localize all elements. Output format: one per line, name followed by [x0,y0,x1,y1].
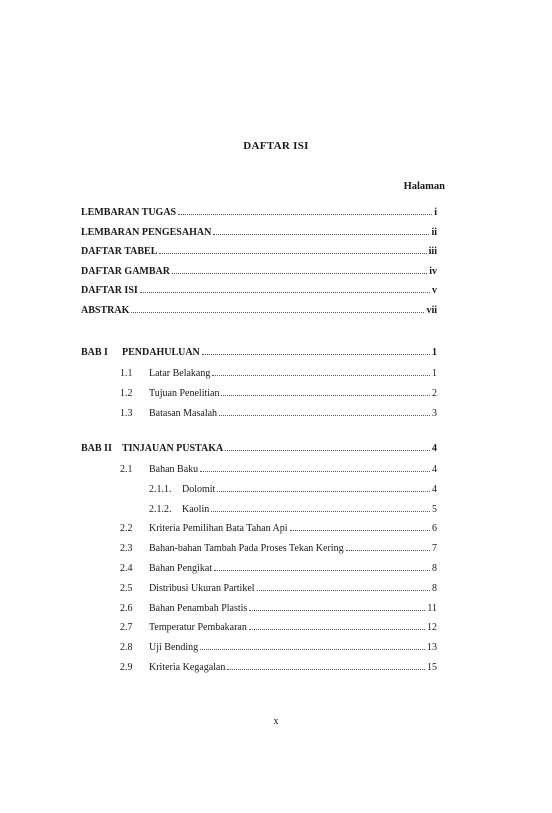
toc-section-entry [120,561,437,575]
dot-leader [212,366,430,376]
toc-entry-number: 1.1 [120,368,133,379]
dot-leader [221,386,430,396]
toc-entry-page: 4 [432,443,437,454]
toc-section-entry [120,462,437,476]
toc-entry-page: iv [429,265,437,277]
toc-entry-title: Kaolin [182,503,210,515]
toc-entry-title: LEMBARAN PENGESAHAN [81,226,212,238]
toc-entry-number: 2.3 [120,543,133,555]
toc-entry-page: 7 [432,543,437,555]
toc-section-entry [120,366,437,380]
toc-entry-number: 2.1.2. [149,503,172,515]
toc-entry-number: 2.6 [120,602,133,614]
toc-entry-page: 15 [427,662,437,673]
toc-front-matter-entry [81,225,437,239]
toc-section-entry [120,406,437,420]
dot-leader [217,482,430,492]
toc-front-matter-entry [81,205,437,219]
toc-entry-number: 2.8 [120,642,133,654]
toc-section-entry [120,660,437,674]
toc-entry-title: Distribusi Ukuran Partikel [149,582,255,594]
toc-entry-page: 12 [427,622,437,634]
toc-entry-page: 13 [427,642,437,654]
dot-leader [249,620,425,630]
dot-leader [172,264,427,274]
dot-leader [140,283,430,293]
toc-section-entry [120,601,437,615]
toc-front-matter-entry [81,264,437,278]
dot-leader [290,521,430,531]
toc-entry-title: Kriteria Pemilihan Bata Tahan Api [149,523,288,535]
toc-subsection-entry [149,482,437,496]
toc-entry-page: 6 [432,523,437,535]
toc-entry-page: iii [428,246,437,258]
toc-section-entry [120,386,437,400]
footer-page-number: x [273,716,279,727]
toc-entry-number: 2.2 [120,523,133,535]
toc-entry-number: 2.1.1. [149,483,172,495]
toc-entry-title: Dolomit [182,483,216,495]
toc-entry-title: TINJAUAN PUSTAKA [122,443,224,454]
toc-entry-title: Uji Bending [149,642,199,654]
toc-entry-title: Bahan Baku [149,464,199,475]
toc-entry-title: Bahan Pengikat [149,563,213,574]
toc-entry-title: Temperatur Pembakaran [149,622,247,634]
toc-entry-page: 5 [432,503,437,515]
toc-section-entry [120,620,437,634]
toc-entry-page: vii [426,305,437,316]
dot-leader [178,205,432,215]
page-column-label: Halaman [403,181,445,192]
dot-leader [249,601,425,611]
toc-entry-number: 2.9 [120,662,133,673]
dot-leader [202,345,430,355]
dot-leader [200,640,425,650]
page-title: DAFTAR ISI [243,140,309,152]
toc-entry-title: LEMBARAN TUGAS [81,207,177,218]
toc-entry-number: 2.4 [120,563,133,574]
toc-entry-title: Tujuan Penelitian [149,387,220,399]
toc-entry-title: Latar Belakang [149,368,211,379]
toc-entry-page: 8 [432,582,437,594]
dot-leader [257,581,430,591]
toc-subsection-entry [149,502,437,516]
dot-leader [225,441,430,451]
toc-front-matter-entry [81,283,437,297]
toc-entry-number: 2.5 [120,582,133,594]
toc-entry-title: Bahan-bahan Tambah Pada Proses Tekan Kering [149,543,344,555]
toc-entry-page: v [432,285,437,297]
dot-leader [211,502,430,512]
toc-entry-title: DAFTAR GAMBAR [81,265,170,277]
toc-front-matter-entry [81,303,437,317]
toc-entry-title: ABSTRAK [81,305,130,316]
toc-front-matter-entry [81,244,437,258]
dot-leader [159,244,426,254]
toc-chapter-entry [81,345,437,359]
dot-leader [213,225,429,235]
toc-entry-page: 4 [432,483,437,495]
toc-section-entry [120,521,437,535]
toc-section-entry [120,581,437,595]
toc-entry-number: BAB II [81,443,112,454]
toc-entry-page: 1 [432,347,437,358]
toc-section-entry [120,640,437,654]
toc-entry-page: ii [431,226,437,238]
toc-section-entry [120,541,437,555]
toc-entry-title: Batasan Masalah [149,407,218,419]
toc-entry-number: BAB I [81,347,108,358]
toc-entry-page: 2 [432,387,437,399]
toc-entry-title: Kriteria Kegagalan [149,662,226,673]
dot-leader [346,541,430,551]
toc-entry-number: 1.3 [120,407,133,419]
toc-entry-page: 3 [432,407,437,419]
toc-entry-title: Bahan Penambah Plastis [149,602,248,614]
toc-entry-title: DAFTAR ISI [81,285,138,297]
toc-chapter-entry [81,441,437,455]
toc-entry-page: 8 [432,563,437,574]
dot-leader [200,462,430,472]
toc-entry-number: 2.7 [120,622,133,634]
dot-leader [214,561,430,571]
toc-entry-title: PENDAHULUAN [122,347,200,358]
toc-entry-page: 11 [427,602,437,614]
toc-entry-number: 2.1 [120,464,133,475]
toc-entry-page: 4 [432,464,437,475]
toc-entry-number: 1.2 [120,387,133,399]
dot-leader [227,660,425,670]
dot-leader [131,303,424,313]
toc-entry-page: i [434,207,437,218]
dot-leader [219,406,430,416]
toc-entry-title: DAFTAR TABEL [81,246,158,258]
toc-entry-page: 1 [432,368,437,379]
